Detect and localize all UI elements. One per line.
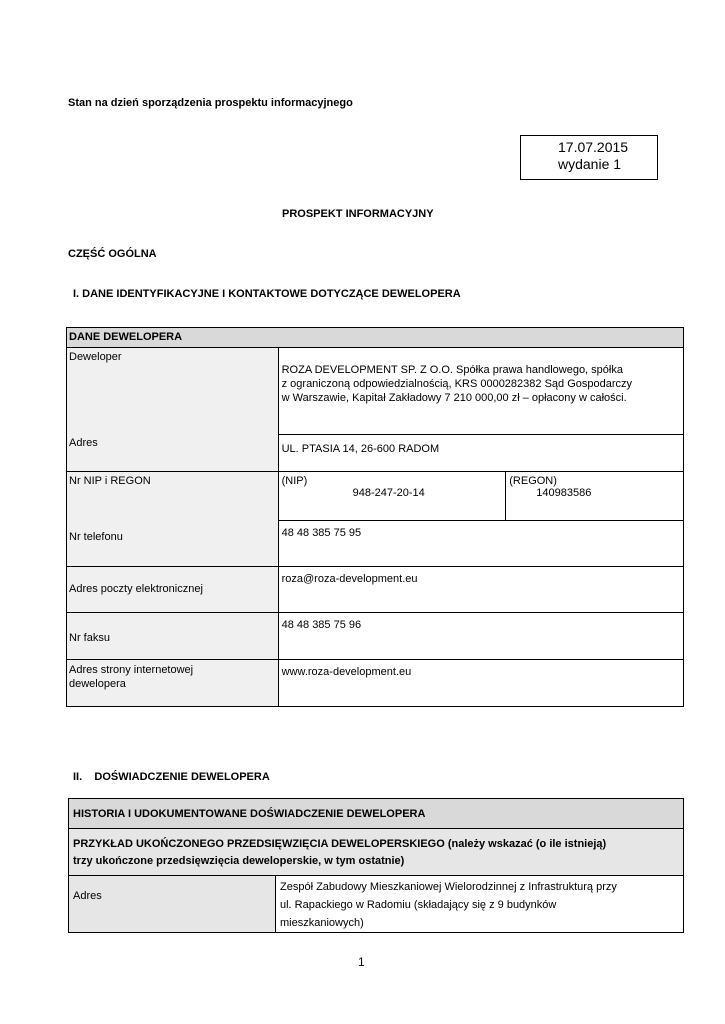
- experience-address-value: Zespół Zabudowy Mieszkaniowej Wielorodzinnej z Infrastrukturą przy ul. Rapackiego w Radomiu (składający się z 9 budynków mieszkaniowych): [276, 876, 684, 933]
- status-date-label: Stan na dzień sporządzenia prospektu informacyjnego: [68, 97, 353, 109]
- experience-address-label: Adres: [69, 876, 276, 933]
- nip-value: 948-247-20-14: [352, 487, 425, 499]
- address-value: UL. PTASIA 14, 26-600 RADOM: [278, 435, 683, 472]
- section1-heading: I. DANE IDENTYFIKACYJNE I KONTAKTOWE DOTYCZĄCE DEWELOPERA: [73, 288, 461, 300]
- phone-label: Nr telefonu: [69, 531, 123, 543]
- regon-cell: [506, 472, 684, 521]
- website-label: Adres strony internetowej dewelopera: [67, 660, 279, 707]
- example-header: PRZYKŁAD UKOŃCZONEGO PRZEDSIĘWZIĘCIA DEWELOPERSKIEGO (należy wskazać (o ile istnieją) trzy ukończone przedsięwzięcia deweloperskie, w tym ostatnie): [69, 829, 684, 876]
- page-number: 1: [358, 955, 365, 969]
- nip-regon-label-cell: [67, 472, 279, 567]
- nip-label: (NIP): [281, 475, 308, 487]
- regon-label: (REGON): [509, 475, 557, 487]
- nip-cell: [278, 472, 506, 521]
- phone-value: 48 48 385 75 95: [278, 521, 683, 567]
- regon-value: 140983586: [536, 487, 592, 499]
- developer-table-header: DANE DEWELOPERA: [67, 328, 684, 348]
- address-label: Adres: [69, 437, 98, 449]
- developer-label: Deweloper: [69, 351, 122, 363]
- email-value: roza@roza-development.eu: [278, 567, 683, 613]
- edition-label: wydanie 1: [558, 156, 622, 172]
- experience-table: [68, 798, 684, 933]
- section2-heading: II. DOŚWIADCZENIE DEWELOPERA: [73, 771, 270, 783]
- part-heading: CZĘŚĆ OGÓLNA: [68, 248, 157, 260]
- email-label: Adres poczty elektronicznej: [67, 567, 279, 613]
- experience-table-header: HISTORIA I UDOKUMENTOWANE DOŚWIADCZENIE DEWELOPERA: [69, 799, 684, 829]
- developer-value: ROZA DEVELOPMENT SP. Z O.O. Spółka prawa handlowego, spółka z ograniczoną odpowiedzialnością, KRS 0000282382 Sąd Gospodarczy w Warszawie, Kapitał Zakładowy 7 210 000,00 zł – opłacony w całości.: [278, 348, 683, 435]
- developer-data-table: [66, 327, 684, 707]
- fax-label: Nr faksu: [67, 613, 279, 660]
- website-value: www.roza-development.eu: [278, 660, 683, 707]
- document-date: 17.07.2015: [558, 139, 629, 155]
- fax-value: 48 48 385 75 96: [278, 613, 683, 660]
- nip-regon-label: Nr NIP i REGON: [69, 475, 151, 487]
- document-title: PROSPEKT INFORMACYJNY: [282, 208, 434, 220]
- date-edition-box: [520, 135, 658, 180]
- developer-label-cell: [67, 348, 279, 472]
